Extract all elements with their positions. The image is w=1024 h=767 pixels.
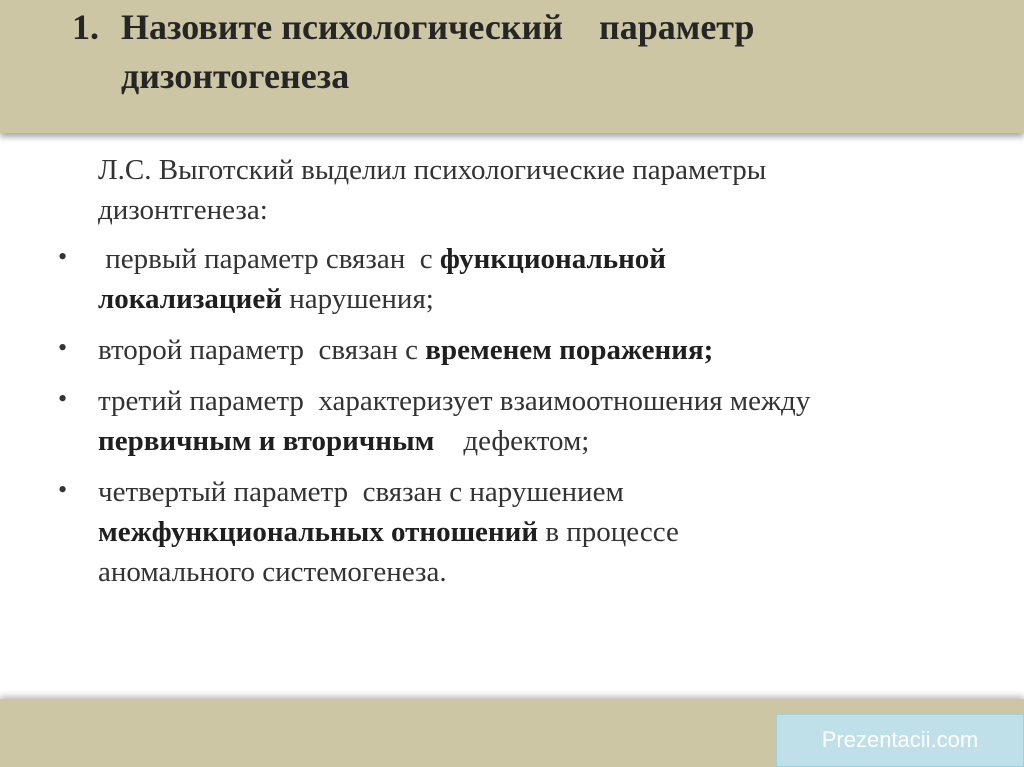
bullet-1-text: первый параметр связан с [98, 243, 440, 275]
bullet-3-line-2 [98, 421, 589, 461]
title-line-2: дизонтогенеза [121, 56, 350, 96]
bullet-3-text-2: дефектом; [434, 425, 590, 457]
bullet-marker-2: • [58, 333, 68, 362]
intro-line-2: дизонтгенеза: [98, 194, 268, 226]
bullet-3-line-1: третий параметр характеризует взаимоотношения между [98, 385, 811, 417]
bullet-1-line-2 [98, 279, 434, 319]
title-line-1: Назовите психологический параметр [121, 7, 755, 47]
bullet-3-bold: первичным и вторичным [98, 425, 435, 457]
bullet-2-bold: временем поражения; [425, 334, 714, 366]
title-band [0, 0, 1024, 133]
bullet-marker-3: • [58, 384, 68, 413]
bullet-4-bold: межфункциональных отношений [98, 516, 539, 548]
bullet-4-line-2 [98, 512, 679, 552]
bullet-4-line-3: аномального системогенеза. [98, 556, 447, 588]
bullet-marker-4: • [58, 475, 68, 504]
watermark-badge[interactable] [776, 714, 1024, 767]
bullet-4-text-2: в процессе [538, 516, 679, 548]
intro-line-1: Л.С. Выготский выделил психологические параметры [98, 154, 767, 186]
watermark-link[interactable]: Prezentacii.com [821, 727, 979, 752]
bullet-1-bold-2: локализацией [98, 283, 282, 315]
bullet-1-bold: функциональной [439, 243, 667, 275]
bullet-1-line-1 [98, 239, 666, 279]
bullet-2-text: второй параметр связан с [98, 334, 426, 366]
title-number: 1. [72, 7, 99, 47]
bullet-4-line-1: четвертый параметр связан с нарушением [98, 476, 624, 508]
bullet-2-line-1 [98, 330, 713, 370]
bullet-marker-1: • [58, 242, 68, 271]
bullet-1-text-2: нарушения; [281, 283, 434, 315]
